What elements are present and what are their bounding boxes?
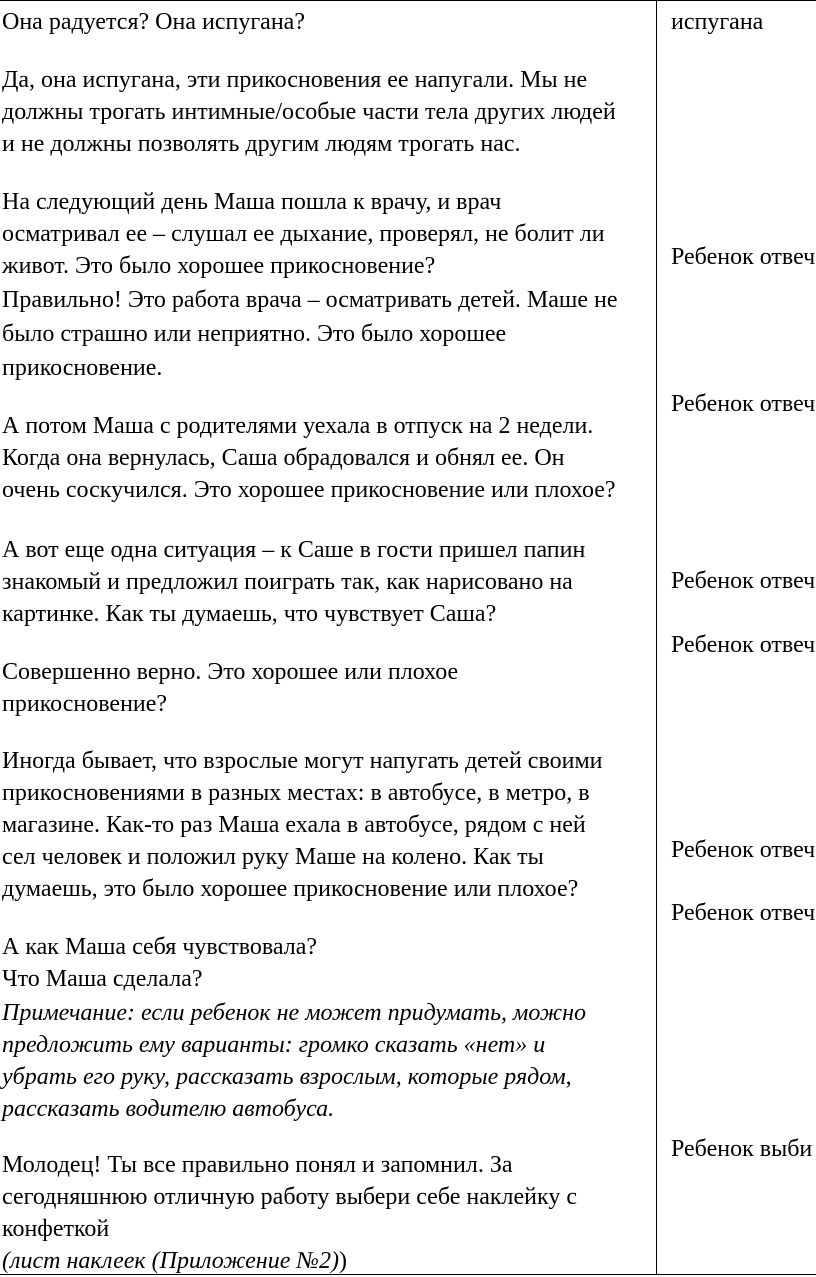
text-line: А вот еще одна ситуация – к Саше в гости пришел папин bbox=[2, 537, 586, 563]
answer-line: Ребенок отвеч bbox=[671, 568, 816, 594]
text-line: сел человек и положил руку Маше на колено. Как ты bbox=[2, 844, 544, 870]
text-line: сегодняшнюю отличную работу выбери себе наклейку с bbox=[2, 1184, 577, 1210]
text-line: конфеткой bbox=[2, 1216, 110, 1242]
text-line: Правильно! Это работа врача – осматривать детей. Маше не bbox=[2, 287, 618, 313]
text-line: думаешь, это было хорошее прикосновение или плохое? bbox=[2, 876, 579, 902]
appendix-reference: (лист наклеек (Приложение №2) bbox=[2, 1248, 339, 1274]
closing-paren: ) bbox=[338, 1248, 347, 1274]
text-line: А как Маша себя чувствовала? bbox=[2, 934, 318, 960]
text-line: должны трогать интимные/особые части тела других людей bbox=[2, 99, 616, 125]
text-line: Что Маша сделала? bbox=[2, 966, 203, 992]
text-line: и не должны позволять другим людям трогать нас. bbox=[2, 131, 521, 157]
text-line: прикосновение? bbox=[2, 691, 168, 717]
text-line-appendix bbox=[2, 1245, 347, 1277]
text-line: Совершенно верно. Это хорошее или плохое bbox=[2, 659, 459, 685]
note-line: убрать его руку, рассказать взрослым, которые рядом, bbox=[2, 1064, 572, 1090]
note-line: предложить ему варианты: громко сказать «нет» и bbox=[2, 1032, 546, 1058]
text-line: Иногда бывает, что взрослые могут напугать детей своими bbox=[2, 748, 603, 774]
text-line: На следующий день Маша пошла к врачу, и врач bbox=[2, 189, 502, 215]
answer-line: испугана bbox=[671, 9, 764, 35]
text-line: Она радуется? Она испугана? bbox=[2, 9, 305, 35]
note-line: рассказать водителю автобуса. bbox=[2, 1096, 335, 1122]
text-line: живот. Это было хорошее прикосновение? bbox=[2, 253, 436, 279]
table-top-border bbox=[0, 0, 816, 1]
text-line: осматривал ее – слушал ее дыхание, проверял, не болит ли bbox=[2, 221, 605, 247]
text-line: очень соскучился. Это хорошее прикосновение или плохое? bbox=[2, 477, 616, 503]
text-line: Молодец! Ты все правильно понял и запомнил. За bbox=[2, 1152, 513, 1178]
answer-line: Ребенок отвеч bbox=[671, 391, 816, 417]
text-line: Да, она испугана, эти прикосновения ее напугали. Мы не bbox=[2, 67, 588, 93]
answer-line: Ребенок отвеч bbox=[671, 837, 816, 863]
column-divider bbox=[656, 0, 657, 1275]
answer-line: Ребенок отвеч bbox=[671, 632, 816, 658]
note-line: Примечание: если ребенок не может придумать, можно bbox=[2, 1000, 586, 1026]
text-line: Когда она вернулась, Саша обрадовался и обнял ее. Он bbox=[2, 445, 565, 471]
answer-line: Ребенок отвеч bbox=[671, 900, 816, 926]
text-line: картинке. Как ты думаешь, что чувствует Саша? bbox=[2, 601, 497, 627]
text-line: знакомый и предложил поиграть так, как нарисовано на bbox=[2, 569, 573, 595]
text-line: было страшно или неприятно. Это было хорошее bbox=[2, 321, 507, 347]
text-line: прикосновениями в разных местах: в автобусе, в метро, в bbox=[2, 780, 590, 806]
text-line: прикосновение. bbox=[2, 355, 163, 381]
text-line: А потом Маша с родителями уехала в отпуск на 2 недели. bbox=[2, 413, 594, 439]
answer-line: Ребенок выби bbox=[671, 1136, 813, 1162]
answer-line: Ребенок отвеч bbox=[671, 244, 816, 270]
text-line: магазине. Как-то раз Маша ехала в автобусе, рядом с ней bbox=[2, 812, 586, 838]
